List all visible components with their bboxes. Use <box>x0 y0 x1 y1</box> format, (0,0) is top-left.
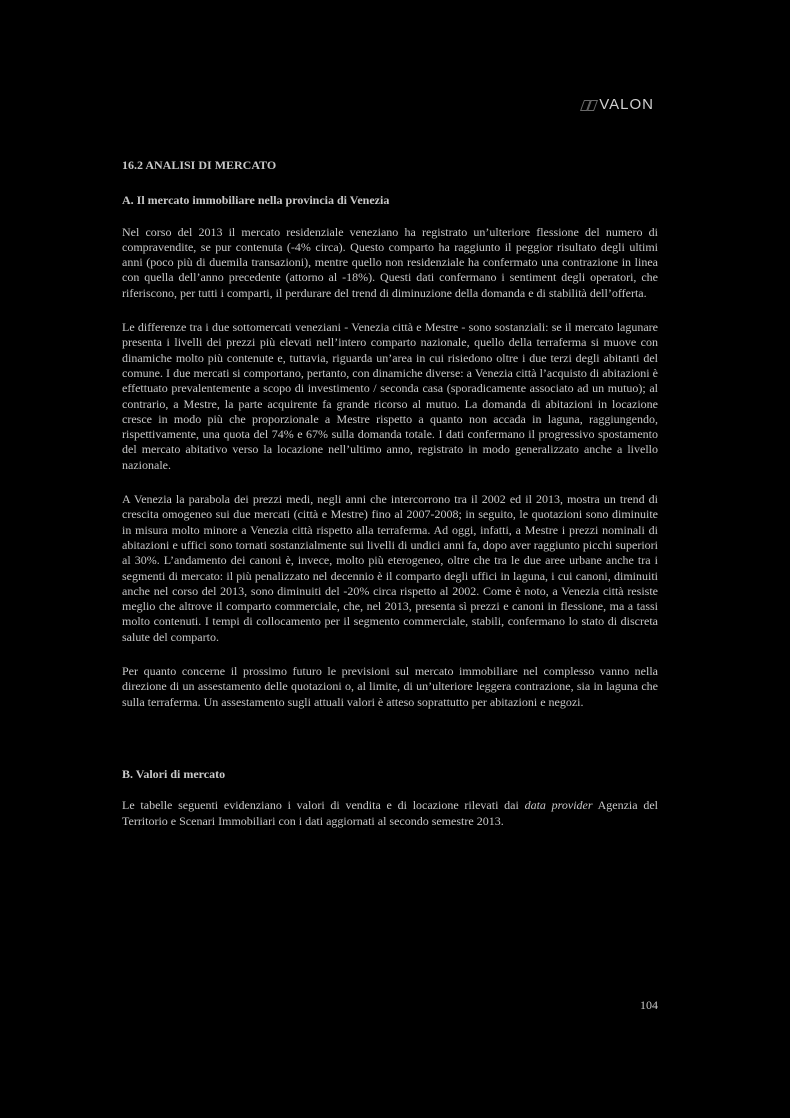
section-title: 16.2 ANALISI DI MERCATO <box>122 158 277 172</box>
valori-text-start: Le tabelle seguenti evidenziano i valori di vendita e di locazione rilevati dai <box>122 798 525 813</box>
document-body <box>122 158 658 848</box>
page-number: 104 <box>640 998 658 1012</box>
paragraph-prezzi-medi: A Venezia la parabola dei prezzi medi, negli anni che intercorrono tra il 2002 ed il 2013, mostra un trend di crescita omogeneo sui due mercati (città e Mestre) fino al 2007-2008; in seguito, le quotazioni sono diminuite in misura molto minore a Venezia città rispetto alla terraferma. Ad oggi, infatti, a Mestre i prezzi nominali di abitazioni e uffici sono tornati sostanzialmente sui livelli di undici anni fa, dopo aver raggiunto picchi superiori al 30%. L’andamento dei canoni è, invece, molto più eterogeneo, oltre che tra le due aree urbane anche tra i segmenti di mercato: il più penalizzato nel decennio è il comparto degli uffici in laguna, i cui canoni, diminuiti anche nel corso del 2013, sono diminuiti del -20% circa rispetto al 2002. Come è noto, a Venezia città resiste meglio che altrove il comparto commerciale, che, nel 2013, presenta sì prezzi e canoni in flessione, ma a tassi molto contenuti. I tempi di collocamento per il segmento commerciale, stabili, confermano lo stato di discreta salute del comparto. <box>122 492 658 644</box>
paragraph-compravendite: Nel corso del 2013 il mercato residenziale veneziano ha registrato un’ulteriore flessione del numero di compravendite, se pur contenuta (-4% circa). Questo comparto ha raggiunto il peggior risultato degli ultimi anni (poco più di duemila transazioni), mentre quello non residenziale ha confermato una contrazione in linea con quella dell’anno precedente (attorno al -18%). Questi dati confermano i sentiment degli operatori, che riferiscono, per tutti i comparti, il perdurare del trend di diminuzione della domanda e di stabilità dell’offerta. <box>122 224 658 300</box>
spacer <box>122 729 658 767</box>
paragraph-previsioni: Per quanto concerne il prossimo futuro le previsioni sul mercato immobiliare nel complesso vanno nella direzione di un assestamento delle quotazioni o, al limite, di un’ulteriore leggera contrazione, sia in laguna che sulla terraferma. Un assestamento sugli attuali valori è atteso soprattutto per abitazioni e negozi. <box>122 664 658 709</box>
avalon-logo-mark-icon <box>581 99 597 111</box>
header-logo <box>581 96 654 113</box>
subsection-a-heading: A. Il mercato immobiliare nella provincia di Venezia <box>122 193 390 208</box>
paragraph-sottomercati: Le differenze tra i due sottomercati veneziani - Venezia città e Mestre - sono sostanziali: se il mercato lagunare presenta i livelli dei prezzi più elevati nell’intero comparto nazionale, quello della terraferma si muove con dinamiche molto più contenute e, tuttavia, riguarda un’area in cui risiedono oltre i due terzi degli abitanti del comune. I due mercati si comportano, pertanto, con dinamiche diverse: a Venezia città l’acquisto di abitazioni è effettuato prevalentemente a scopo di investimento / seconda casa (sporadicamente associato ad un mutuo); al contrario, a Mestre, la parte acquirente fa grande ricorso al mutuo. La domanda di abitazioni in locazione cresce in modo più che proporzionale a Mestre rispetto a quanto non accada in laguna, raggiungendo, rispettivamente, una quota del 74% e 67% sulla domanda totale. I dati confermano il progressivo spostamento del mercato abitativo verso la locazione nell’ultimo anno, registrato in modo generalizzato anche a livello nazionale. <box>122 320 658 472</box>
paragraph-valori-mercato <box>122 798 658 829</box>
logo-text: VALON <box>599 96 654 113</box>
valori-text-end: Agenzia del Territorio e Scenari Immobiliari con i dati aggiornati al secondo semestre 2013. <box>122 798 658 828</box>
subsection-b-heading: B. Valori di mercato <box>122 766 226 781</box>
data-provider-term: data provider <box>524 798 593 813</box>
